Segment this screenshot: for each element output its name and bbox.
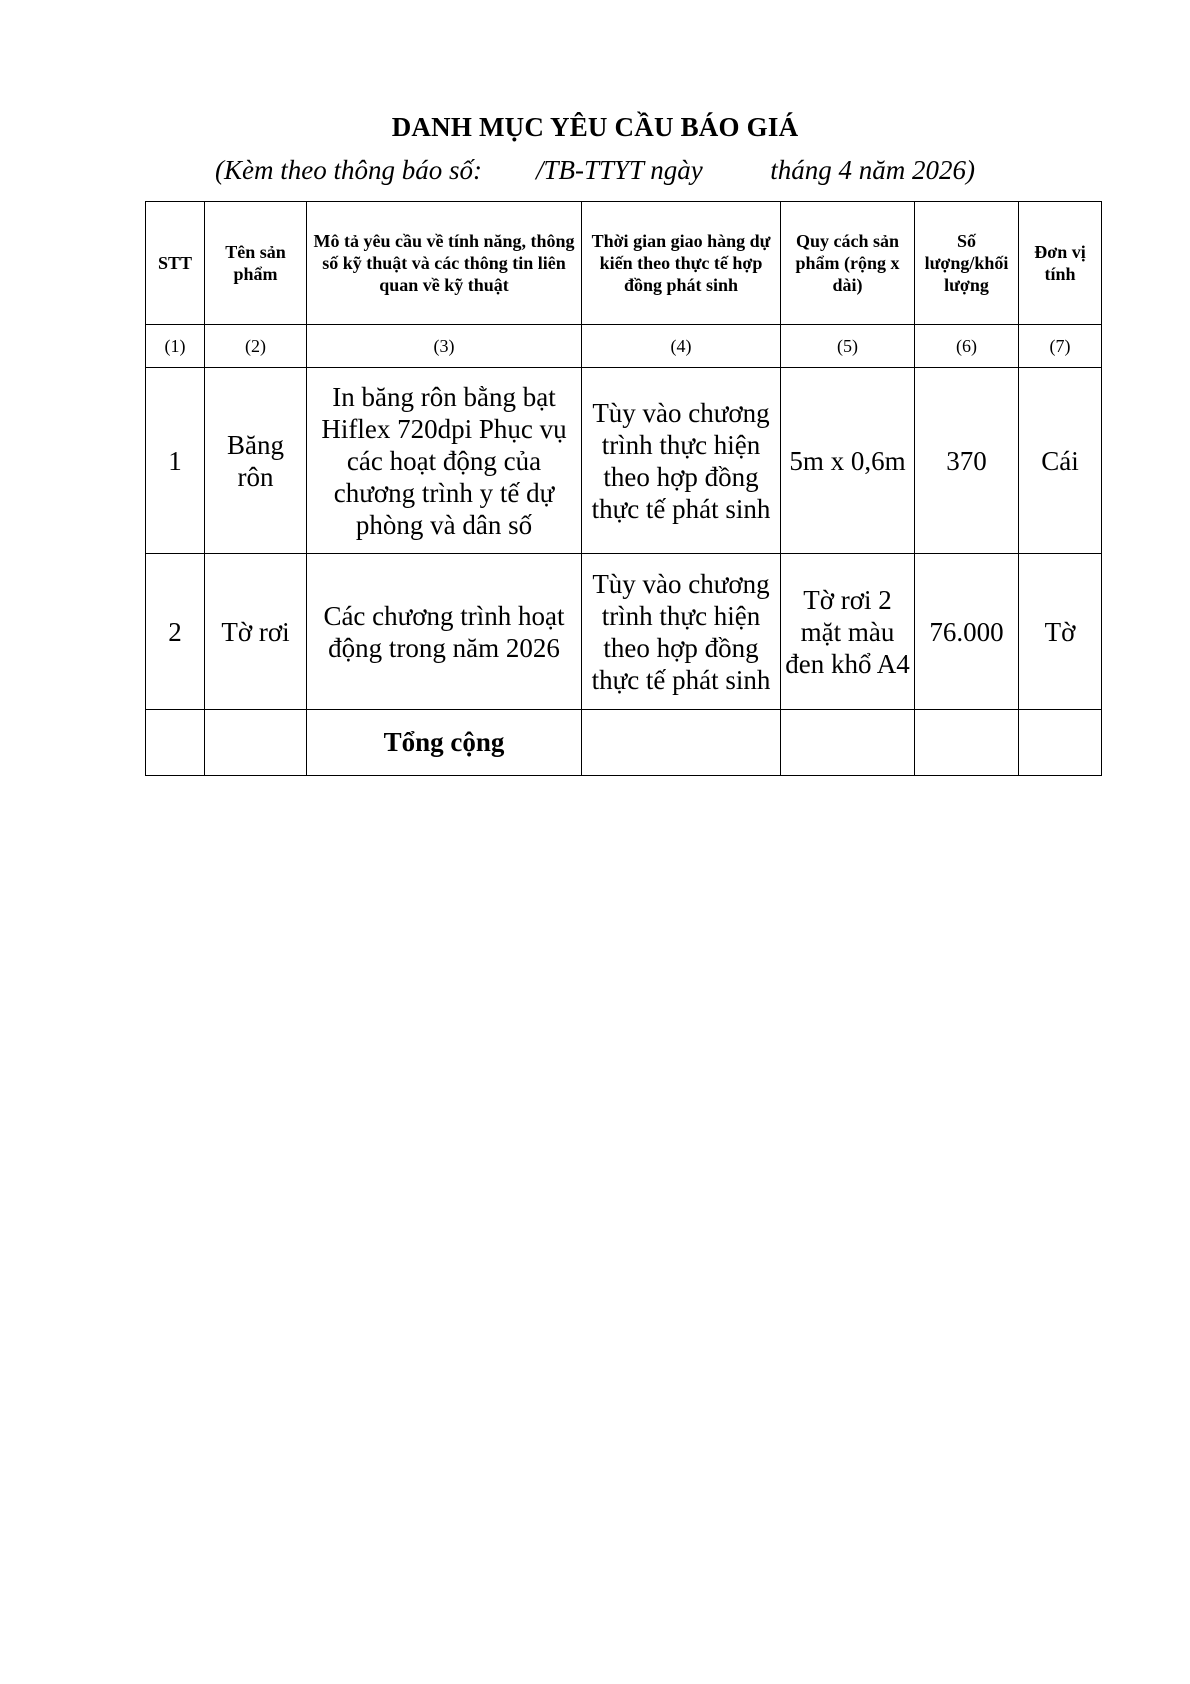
column-number: (7) bbox=[1019, 325, 1102, 368]
header-description: Mô tả yêu cầu về tính năng, thông số kỹ thuật và các thông tin liên quan về kỹ thuật bbox=[307, 202, 582, 325]
header-product-name: Tên sản phẩm bbox=[205, 202, 307, 325]
column-number-row bbox=[146, 325, 1102, 368]
cell-stt: 1 bbox=[146, 368, 205, 554]
cell-delivery-time: Tùy vào chương trình thực hiện theo hợp đồng thực tế phát sinh bbox=[582, 554, 781, 710]
table-row bbox=[146, 368, 1102, 554]
column-number: (4) bbox=[582, 325, 781, 368]
header-stt: STT bbox=[146, 202, 205, 325]
column-number: (2) bbox=[205, 325, 307, 368]
cell-specification: 5m x 0,6m bbox=[781, 368, 915, 554]
cell-quantity: 76.000 bbox=[915, 554, 1019, 710]
cell-product-name: Tờ rơi bbox=[205, 554, 307, 710]
empty-cell bbox=[146, 710, 205, 776]
cell-description: In băng rôn bằng bạt Hiflex 720dpi Phục vụ các hoạt động của chương trình y tế dự phòng và dân số bbox=[307, 368, 582, 554]
cell-unit: Tờ bbox=[1019, 554, 1102, 710]
cell-delivery-time: Tùy vào chương trình thực hiện theo hợp đồng thực tế phát sinh bbox=[582, 368, 781, 554]
document-subtitle: (Kèm theo thông báo số: /TB-TTYT ngày tháng 4 năm 2026) bbox=[214, 155, 976, 185]
header-specification: Quy cách sản phẩm (rộng x dài) bbox=[781, 202, 915, 325]
column-number: (3) bbox=[307, 325, 582, 368]
header-delivery-time: Thời gian giao hàng dự kiến theo thực tế hợp đồng phát sinh bbox=[582, 202, 781, 325]
cell-product-name: Băng rôn bbox=[205, 368, 307, 554]
column-number: (1) bbox=[146, 325, 205, 368]
cell-stt: 2 bbox=[146, 554, 205, 710]
empty-cell bbox=[781, 710, 915, 776]
column-number: (5) bbox=[781, 325, 915, 368]
empty-cell bbox=[915, 710, 1019, 776]
cell-unit: Cái bbox=[1019, 368, 1102, 554]
header-unit: Đơn vị tính bbox=[1019, 202, 1102, 325]
cell-quantity: 370 bbox=[915, 368, 1019, 554]
empty-cell bbox=[1019, 710, 1102, 776]
cell-description: Các chương trình hoạt động trong năm 2026 bbox=[307, 554, 582, 710]
empty-cell bbox=[205, 710, 307, 776]
header-row bbox=[146, 202, 1102, 325]
total-label: Tổng cộng bbox=[307, 710, 582, 776]
empty-cell bbox=[582, 710, 781, 776]
document-title: DANH MỤC YÊU CẦU BÁO GIÁ bbox=[391, 112, 799, 142]
cell-specification: Tờ rơi 2 mặt màu đen khổ A4 bbox=[781, 554, 915, 710]
table-row bbox=[146, 554, 1102, 710]
quotation-table bbox=[145, 201, 1102, 776]
header-quantity: Số lượng/khối lượng bbox=[915, 202, 1019, 325]
total-row bbox=[146, 710, 1102, 776]
column-number: (6) bbox=[915, 325, 1019, 368]
